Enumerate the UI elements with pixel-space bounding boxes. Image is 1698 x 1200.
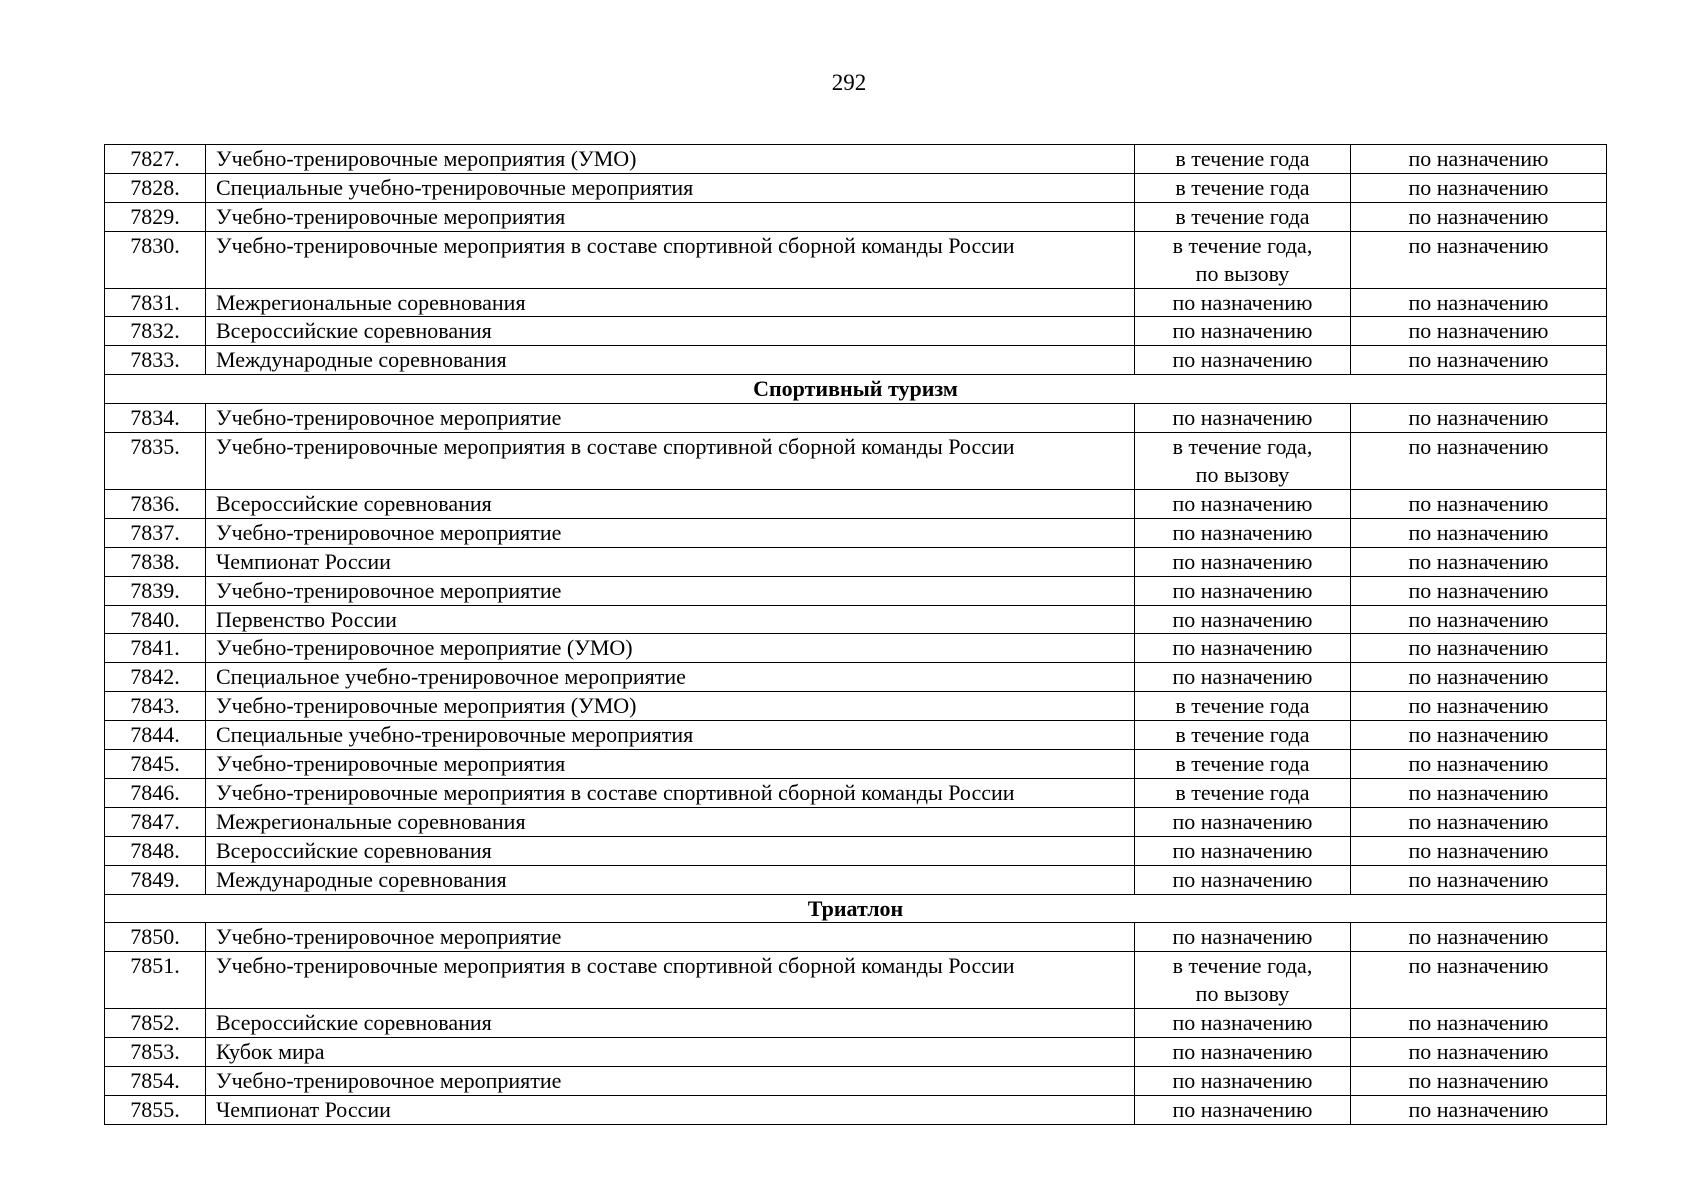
row-number: 7833. [105,346,206,375]
event-term [1135,404,1351,433]
table-row [105,576,1607,605]
event-place: по назначению [1351,576,1607,605]
section-title: Спортивный туризм [105,375,1607,404]
table-row [105,663,1607,692]
table-row [105,231,1607,288]
event-place: по назначению [1351,1009,1607,1038]
event-term-line: по назначению [1172,606,1313,632]
table-row [105,692,1607,721]
event-term-line: по назначению [1172,1068,1313,1093]
event-term-line: по назначению [1172,347,1313,373]
event-name: Всероссийские соревнования [206,1009,1135,1038]
event-term [1135,721,1351,750]
event-name: Специальное учебно-тренировочное мероприятие [206,663,1135,692]
event-term [1135,547,1351,576]
page-number: 292 [831,70,867,95]
event-place: по назначению [1351,1095,1607,1124]
row-number: 7832. [105,317,206,346]
row-number: 7844. [105,721,206,750]
table-row [105,202,1607,231]
event-name: Всероссийские соревнования [206,489,1135,518]
event-name: Чемпионат России [206,1095,1135,1124]
event-place: по назначению [1351,721,1607,750]
event-name: Учебно-тренировочные мероприятия (УМО) [206,692,1135,721]
event-name: Учебно-тренировочные мероприятия в составе спортивной сборной команды России [206,778,1135,807]
row-number: 7830. [105,231,206,288]
event-term-line: в течение года [1175,751,1310,777]
event-place: по назначению [1351,663,1607,692]
table-row [105,923,1607,952]
event-name: Учебно-тренировочное мероприятие [206,518,1135,547]
event-name: Специальные учебно-тренировочные мероприятия [206,173,1135,202]
event-place: по назначению [1351,836,1607,865]
event-term [1135,433,1351,490]
event-name: Учебно-тренировочные мероприятия в составе спортивной сборной команды России [206,952,1135,1009]
event-name: Международные соревнования [206,346,1135,375]
event-term-line: по назначению [1172,866,1313,892]
table-row [105,288,1607,317]
event-term-line: в течение года [1175,203,1310,229]
table-row [105,1009,1607,1038]
table-row [105,518,1607,547]
event-term [1135,489,1351,518]
table-row [105,952,1607,1009]
row-number: 7839. [105,576,206,605]
table-row [105,836,1607,865]
table-row [105,433,1607,490]
row-number: 7835. [105,433,206,490]
event-term [1135,1067,1351,1096]
event-name: Учебно-тренировочное мероприятие [206,923,1135,952]
event-place: по назначению [1351,288,1607,317]
event-term [1135,634,1351,663]
event-name: Учебно-тренировочные мероприятия (УМО) [206,145,1135,174]
event-term-line: по назначению [1172,808,1313,834]
row-number: 7843. [105,692,206,721]
table-row [105,1038,1607,1067]
row-number: 7849. [105,865,206,894]
row-number: 7853. [105,1038,206,1067]
event-term [1135,952,1351,1009]
event-name: Учебно-тренировочные мероприятия в составе спортивной сборной команды России [206,433,1135,490]
row-number: 7831. [105,288,206,317]
row-number: 7836. [105,489,206,518]
table-row [105,1067,1607,1096]
table-row [105,721,1607,750]
event-place: по назначению [1351,692,1607,721]
event-name: Учебно-тренировочное мероприятие [206,404,1135,433]
event-place: по назначению [1351,433,1607,490]
event-term-line: по вызову [1195,981,1290,1007]
event-term [1135,1095,1351,1124]
event-place: по назначению [1351,547,1607,576]
row-number: 7854. [105,1067,206,1096]
section-header-row [105,894,1607,923]
event-term [1135,923,1351,952]
event-place: по назначению [1351,231,1607,288]
event-place: по назначению [1351,605,1607,634]
event-name: Специальные учебно-тренировочные мероприятия [206,721,1135,750]
table-row [105,173,1607,202]
row-number: 7848. [105,836,206,865]
event-place: по назначению [1351,518,1607,547]
event-name: Всероссийские соревнования [206,317,1135,346]
section-header-row [105,375,1607,404]
event-name: Первенство России [206,605,1135,634]
event-term-line: по назначению [1172,289,1313,315]
event-name: Межрегиональные соревнования [206,807,1135,836]
event-term [1135,1038,1351,1067]
event-term-line: по назначению [1172,405,1313,431]
event-term-line: в течение года, [1172,232,1313,258]
event-term-line: в течение года, [1172,434,1313,460]
row-number: 7845. [105,750,206,779]
event-term [1135,836,1351,865]
event-term-line: в течение года [1175,174,1310,200]
event-term-line: по назначению [1172,548,1313,574]
event-term-line: по назначению [1172,1039,1313,1065]
event-place: по назначению [1351,952,1607,1009]
event-term [1135,317,1351,346]
event-name: Кубок мира [206,1038,1135,1067]
event-term [1135,576,1351,605]
row-number: 7850. [105,923,206,952]
event-term [1135,518,1351,547]
table-row [105,1095,1607,1124]
row-number: 7855. [105,1095,206,1124]
event-term [1135,231,1351,288]
row-number: 7838. [105,547,206,576]
event-term [1135,202,1351,231]
event-term [1135,1009,1351,1038]
event-term-line: по вызову [1195,461,1290,487]
event-name: Межрегиональные соревнования [206,288,1135,317]
event-place: по назначению [1351,1067,1607,1096]
event-term-line: в течение года [1175,722,1310,748]
section-title: Триатлон [105,894,1607,923]
table-row [105,404,1607,433]
event-term [1135,346,1351,375]
event-term [1135,865,1351,894]
row-number: 7829. [105,202,206,231]
event-term-line: по назначению [1172,490,1313,516]
event-term-line: в течение года, [1172,953,1313,979]
row-number: 7852. [105,1009,206,1038]
event-place: по назначению [1351,346,1607,375]
row-number: 7846. [105,778,206,807]
row-number: 7827. [105,145,206,174]
event-term-line: в течение года [1175,693,1310,719]
event-term [1135,807,1351,836]
event-name: Учебно-тренировочное мероприятие (УМО) [206,634,1135,663]
event-place: по назначению [1351,865,1607,894]
event-term-line: в течение года [1175,146,1310,171]
row-number: 7840. [105,605,206,634]
event-name: Учебно-тренировочные мероприятия в составе спортивной сборной команды России [206,231,1135,288]
table-row [105,865,1607,894]
event-term-line: в течение года [1175,779,1310,805]
event-term-line: по назначению [1172,664,1313,690]
row-number: 7842. [105,663,206,692]
event-term [1135,778,1351,807]
table-row [105,317,1607,346]
event-name: Международные соревнования [206,865,1135,894]
event-name: Чемпионат России [206,547,1135,576]
event-term [1135,288,1351,317]
row-number: 7851. [105,952,206,1009]
row-number: 7841. [105,634,206,663]
event-place: по назначению [1351,750,1607,779]
table-row [105,547,1607,576]
event-place: по назначению [1351,923,1607,952]
event-name: Учебно-тренировочное мероприятие [206,576,1135,605]
events-table-body [105,145,1607,1125]
event-place: по назначению [1351,1038,1607,1067]
event-place: по назначению [1351,489,1607,518]
event-term-line: по назначению [1172,1010,1313,1036]
table-row [105,750,1607,779]
event-term-line: по назначению [1172,318,1313,344]
event-name: Учебно-тренировочные мероприятия [206,750,1135,779]
event-place: по назначению [1351,778,1607,807]
table-row [105,807,1607,836]
event-term [1135,173,1351,202]
table-row [105,634,1607,663]
event-place: по назначению [1351,145,1607,174]
event-term [1135,750,1351,779]
event-term-line: по назначению [1172,1096,1313,1122]
table-row [105,346,1607,375]
row-number: 7837. [105,518,206,547]
event-term-line: по вызову [1195,260,1290,286]
table-row [105,145,1607,174]
event-place: по назначению [1351,317,1607,346]
event-place: по назначению [1351,202,1607,231]
event-term [1135,605,1351,634]
event-term-line: по назначению [1172,577,1313,603]
event-term [1135,663,1351,692]
row-number: 7828. [105,173,206,202]
event-name: Учебно-тренировочные мероприятия [206,202,1135,231]
table-row [105,605,1607,634]
event-term [1135,692,1351,721]
event-term-line: по назначению [1172,924,1313,950]
event-name: Всероссийские соревнования [206,836,1135,865]
event-place: по назначению [1351,634,1607,663]
event-place: по назначению [1351,404,1607,433]
event-term [1135,145,1351,174]
row-number: 7847. [105,807,206,836]
event-term-line: по назначению [1172,519,1313,545]
event-name: Учебно-тренировочное мероприятие [206,1067,1135,1096]
event-term-line: по назначению [1172,837,1313,863]
events-table [104,144,1607,1125]
table-row [105,489,1607,518]
event-term-line: по назначению [1172,635,1313,661]
event-place: по назначению [1351,807,1607,836]
row-number: 7834. [105,404,206,433]
table-row [105,778,1607,807]
event-place: по назначению [1351,173,1607,202]
